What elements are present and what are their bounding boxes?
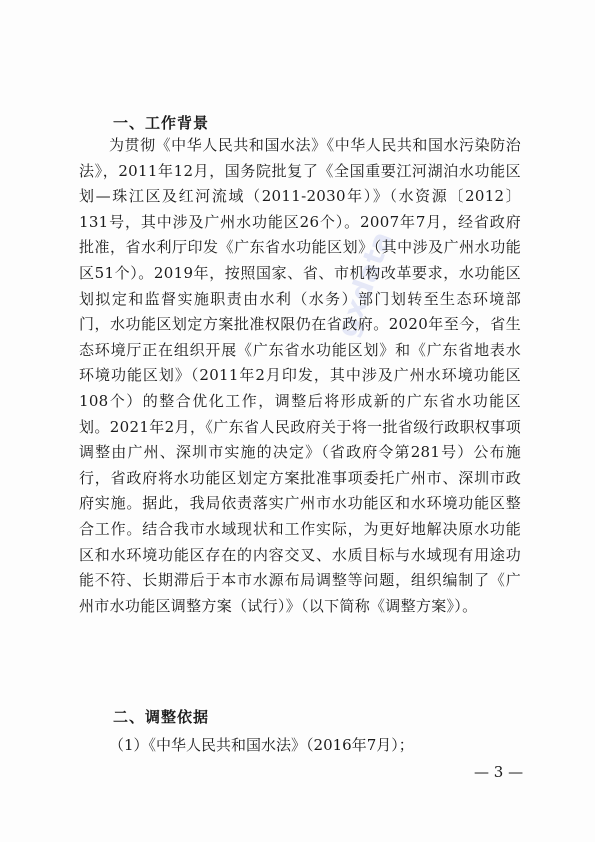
list-item: （1）《中华人民共和国水法》（2016年7月）； — [109, 736, 414, 754]
section-heading-background: 一、工作背景 — [113, 114, 210, 132]
page-number: — 3 — — [474, 763, 524, 781]
body-paragraph: 为贯彻《中华人民共和国水法》《中华人民共和国水污染防治法》，2011年12月，国务院批复了《全国重要江河湖泊水功能区划—珠江区及红河流域（2011-2030年）》（水资源〔2012〕131号，其中涉及广州水功能区26个）。2007年7月，经省政府批准，省水利厅印发《广东省水功能区划》（其中涉及广州水功能区51个）。2019年，按照国家、省、市机构改革要求，水功能区划拟定和监督实施职责由水利（水务）部门划转至生态环境部门，水功能区划定方案批准权限仍在省政府。2020年至今，省生态环境厅正在组织开展《广东省水功能区划》和《广东省地表水环境功能区划》（2011年2月印发，其中涉及广州水环境功能区108个）的整合优化工作，调整后将形成新的广东省水功能区划。2021年2月，《广东省人民政府关于将一批省级行政职权事项调整由广州、深圳市实施的决定》（省政府令第281号）公布施行，省政府将水功能区划定方案批准事项委托广州市、深圳市政府实施。据此，我局依责落实广州市水功能区和水环境功能区整合工作。结合我市水域现状和工作实际，为更好地解决原水功能区和水环境功能区存在的内容交叉、水质目标与水域现有用途功能不符、长期滞后于本市水源布局调整等问题，组织编制了《广州市水功能区调整方案（试行）》（以下简称《调整方案》）。 — [79, 136, 521, 615]
watermark: gxdata — [330, 227, 399, 342]
section-heading-basis: 二、调整依据 — [113, 708, 210, 726]
